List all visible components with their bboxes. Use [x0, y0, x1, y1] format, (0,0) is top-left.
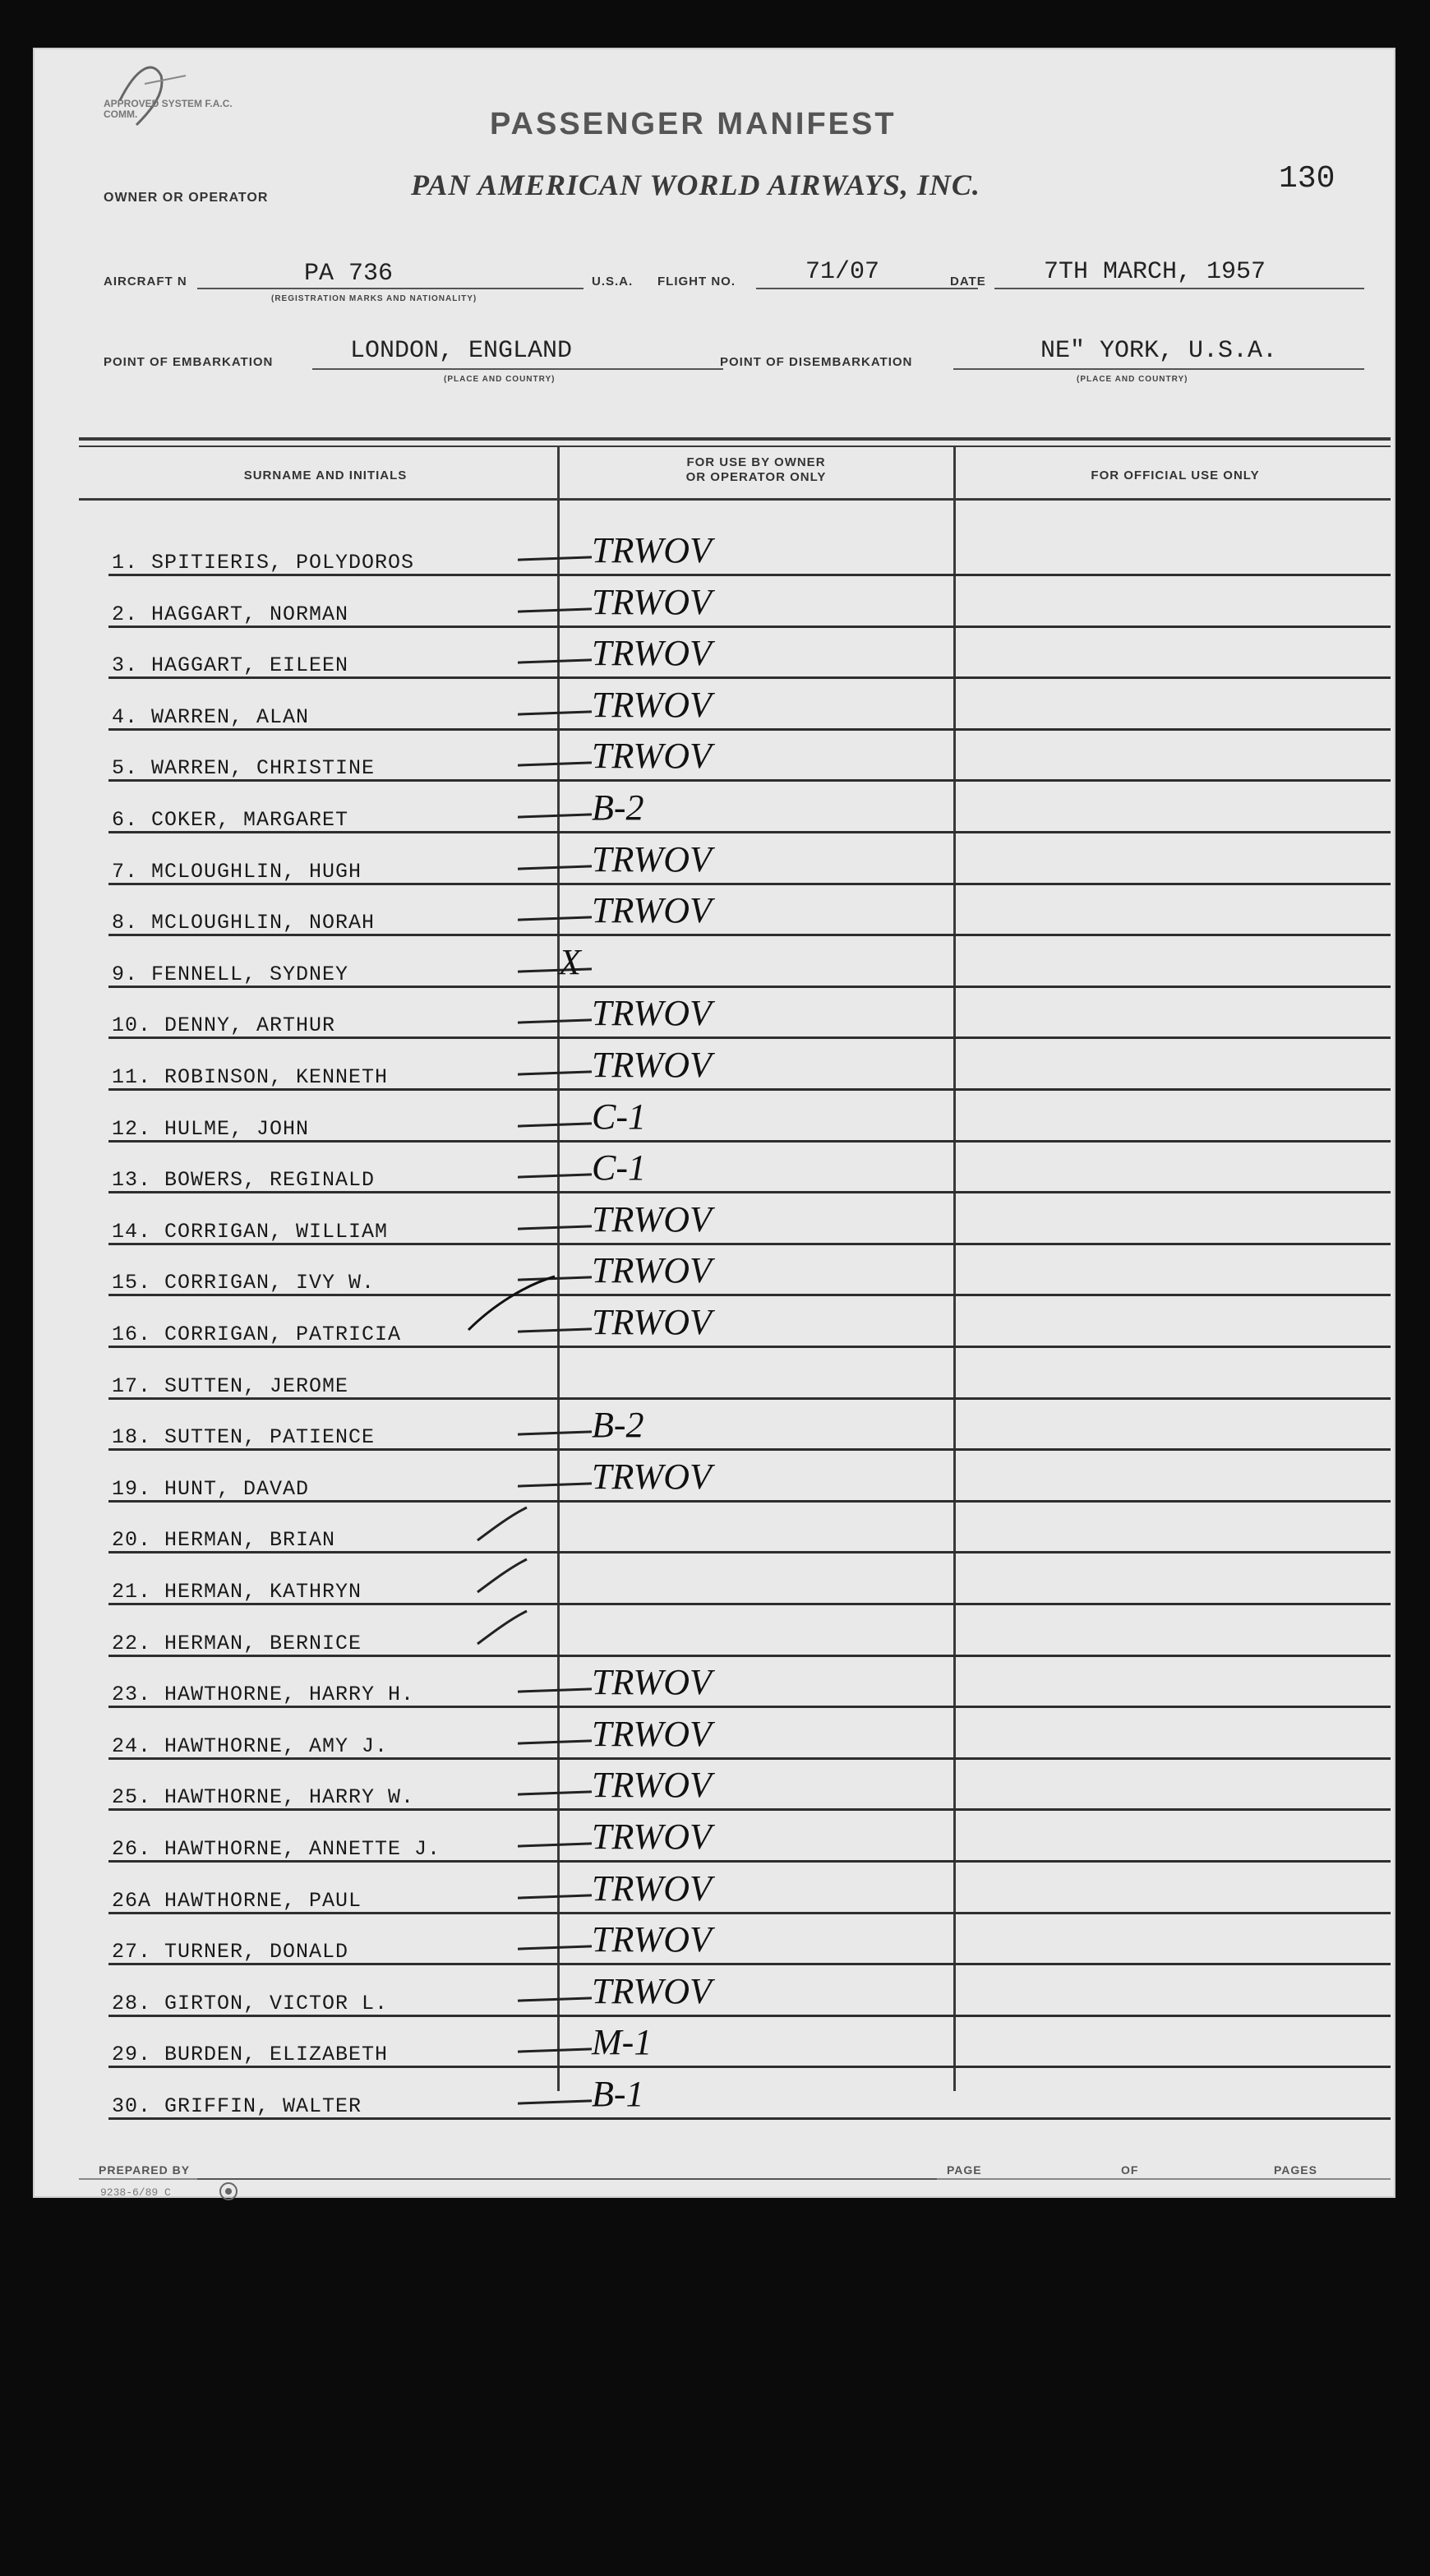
handwritten-dash — [518, 2099, 592, 2104]
page-number: 130 — [1279, 161, 1335, 196]
passenger-name: 11. ROBINSON, KENNETH — [112, 1065, 389, 1089]
operator-mark: TRWOV — [592, 993, 712, 1033]
embarkation-underline — [312, 368, 723, 370]
operator-mark: TRWOV — [592, 736, 712, 776]
handwritten-dash — [518, 1790, 592, 1795]
date-underline — [994, 288, 1364, 289]
aircraft-label: AIRCRAFT N — [104, 275, 187, 289]
passenger-name: 26A HAWTHORNE, PAUL — [112, 1889, 362, 1913]
disembarkation-value: NEʺ YORK, U.S.A. — [1040, 337, 1278, 365]
operator-mark: TRWOV — [592, 582, 712, 622]
passenger-name: 15. CORRIGAN, IVY W. — [112, 1271, 376, 1295]
approved-stamp-text: APPROVED SYSTEM F.A.C. COMM. — [104, 98, 233, 120]
operator-mark: M-1 — [592, 2022, 653, 2062]
passenger-name: 28. GIRTON, VICTOR L. — [112, 1992, 389, 2015]
operator-mark: TRWOV — [592, 685, 712, 725]
passenger-name: 22. HERMAN, BERNICE — [112, 1632, 362, 1655]
disembarkation-sublabel: (PLACE AND COUNTRY) — [1077, 375, 1188, 384]
handwritten-dash — [518, 1430, 592, 1435]
passenger-name: 19. HUNT, DAVAD — [112, 1477, 310, 1501]
check-mark — [473, 1607, 531, 1648]
operator-mark: B-1 — [592, 2074, 644, 2114]
operator-mark: TRWOV — [592, 1817, 712, 1857]
date-label: DATE — [950, 275, 986, 289]
passenger-name: 5. WARREN, CHRISTINE — [112, 756, 376, 780]
operator-mark: B-2 — [592, 1405, 644, 1445]
handwritten-dash — [518, 1842, 592, 1847]
passenger-name: 18. SUTTEN, PATIENCE — [112, 1425, 376, 1449]
passenger-name: 1. SPITIERIS, POLYDOROS — [112, 551, 415, 575]
aircraft-underline — [197, 288, 584, 289]
aircraft-value: PA 736 — [304, 260, 394, 288]
table-top-rule — [79, 437, 1391, 441]
passenger-name: 29. BURDEN, ELIZABETH — [112, 2043, 389, 2066]
owner-operator-label: OWNER OR OPERATOR — [104, 191, 269, 205]
column-header-operator: FOR USE BY OWNER OR OPERATOR ONLY — [685, 455, 827, 484]
pages-label: PAGES — [1274, 2163, 1317, 2177]
operator-mark: TRWOV — [592, 1714, 712, 1754]
handwritten-dash — [518, 1018, 592, 1023]
country-label: U.S.A. — [592, 275, 634, 289]
operator-mark: TRWOV — [592, 890, 712, 930]
passenger-name: 27. TURNER, DONALD — [112, 1940, 349, 1964]
passenger-name: 16. CORRIGAN, PATRICIA — [112, 1323, 402, 1346]
aircraft-sublabel: (REGISTRATION MARKS AND NATIONALITY) — [271, 294, 477, 303]
handwritten-dash — [518, 865, 592, 870]
operator-mark: TRWOV — [592, 1868, 712, 1909]
passenger-name: 21. HERMAN, KATHRYN — [112, 1580, 362, 1604]
form-code: 9238-6/89 C — [100, 2186, 171, 2199]
operator-mark: TRWOV — [592, 1765, 712, 1805]
passenger-name: 17. SUTTEN, JEROME — [112, 1374, 349, 1398]
flight-number-value: 71/07 — [805, 258, 880, 286]
passenger-name: 20. HERMAN, BRIAN — [112, 1528, 336, 1552]
passenger-name: 25. HAWTHORNE, HARRY W. — [112, 1785, 415, 1809]
passenger-name: 7. MCLOUGHLIN, HUGH — [112, 860, 362, 884]
handwritten-dash — [518, 1894, 592, 1899]
airline-name: PAN AMERICAN WORLD AIRWAYS, INC. — [411, 169, 980, 201]
handwritten-dash — [518, 1122, 592, 1127]
operator-mark: B-2 — [592, 787, 644, 828]
hand-slash-mark — [460, 1272, 559, 1338]
handwritten-dash — [518, 1070, 592, 1075]
page-label: PAGE — [947, 2163, 982, 2177]
operator-mark: TRWOV — [592, 1662, 712, 1702]
manifest-page — [33, 48, 1395, 2198]
passenger-name: 10. DENNY, ARTHUR — [112, 1013, 336, 1037]
handwritten-dash — [518, 1687, 592, 1692]
table-top-rule-2 — [79, 445, 1391, 447]
of-label: OF — [1121, 2163, 1139, 2177]
handwritten-dash — [518, 607, 592, 612]
passenger-name: 12. HULME, JOHN — [112, 1117, 310, 1141]
passenger-name: 4. WARREN, ALAN — [112, 705, 310, 729]
operator-mark: TRWOV — [592, 1199, 712, 1240]
handwritten-dash — [518, 1739, 592, 1744]
operator-mark: TRWOV — [592, 633, 712, 673]
flight-underline — [756, 288, 978, 289]
check-mark — [473, 1503, 531, 1544]
disembarkation-label: POINT OF DISEMBARKATION — [720, 355, 913, 369]
column-header-official: FOR OFFICIAL USE ONLY — [1091, 469, 1260, 482]
handwritten-dash — [518, 1945, 592, 1950]
operator-mark: TRWOV — [592, 1250, 712, 1290]
operator-mark: TRWOV — [592, 1919, 712, 1960]
flight-number-label: FLIGHT NO. — [657, 275, 736, 289]
operator-mark: TRWOV — [592, 839, 712, 879]
passenger-name: 9. FENNELL, SYDNEY — [112, 963, 349, 986]
check-mark — [473, 1555, 531, 1596]
handwritten-dash — [518, 1173, 592, 1178]
handwritten-dash — [518, 1225, 592, 1230]
operator-mark: TRWOV — [592, 530, 712, 570]
operator-mark: TRWOV — [592, 1457, 712, 1497]
handwritten-dash — [518, 761, 592, 766]
date-value: 7TH MARCH, 1957 — [1044, 258, 1266, 286]
passenger-name: 23. HAWTHORNE, HARRY H. — [112, 1683, 415, 1706]
embarkation-value: LONDON, ENGLAND — [350, 337, 573, 365]
column-header-name: SURNAME AND INITIALS — [243, 469, 408, 482]
disembarkation-underline — [953, 368, 1364, 370]
passenger-name: 24. HAWTHORNE, AMY J. — [112, 1734, 389, 1758]
passenger-name: 2. HAGGART, NORMAN — [112, 602, 349, 626]
prepared-by-underline — [197, 2178, 937, 2180]
passenger-name: 8. MCLOUGHLIN, NORAH — [112, 911, 376, 935]
handwritten-dash — [518, 556, 592, 561]
table-header-bottom-rule — [79, 498, 1391, 501]
operator-mark: X — [559, 942, 581, 982]
document-title: PASSENGER MANIFEST — [490, 107, 897, 141]
handwritten-dash — [518, 813, 592, 818]
operator-mark: TRWOV — [592, 1302, 712, 1342]
prepared-by-label: PREPARED BY — [99, 2163, 191, 2177]
passenger-name: 14. CORRIGAN, WILLIAM — [112, 1220, 389, 1244]
handwritten-dash — [518, 710, 592, 715]
union-bug-icon — [219, 2181, 238, 2201]
passenger-name: 13. BOWERS, REGINALD — [112, 1168, 376, 1192]
handwritten-dash — [518, 1997, 592, 2001]
embarkation-sublabel: (PLACE AND COUNTRY) — [444, 375, 556, 384]
operator-mark: TRWOV — [592, 1045, 712, 1085]
passenger-name: 30. GRIFFIN, WALTER — [112, 2094, 362, 2118]
operator-mark: C-1 — [592, 1147, 646, 1188]
passenger-name: 3. HAGGART, EILEEN — [112, 653, 349, 677]
passenger-name: 26. HAWTHORNE, ANNETTE J. — [112, 1837, 441, 1861]
embarkation-label: POINT OF EMBARKATION — [104, 355, 274, 369]
column-divider-2 — [953, 447, 956, 2091]
handwritten-dash — [518, 916, 592, 921]
handwritten-dash — [518, 2047, 592, 2052]
passenger-name: 6. COKER, MARGARET — [112, 808, 349, 832]
operator-mark: TRWOV — [592, 1971, 712, 2011]
handwritten-dash — [518, 658, 592, 663]
approved-stamp-scribble — [71, 51, 276, 141]
handwritten-dash — [518, 1482, 592, 1487]
operator-mark: C-1 — [592, 1096, 646, 1137]
